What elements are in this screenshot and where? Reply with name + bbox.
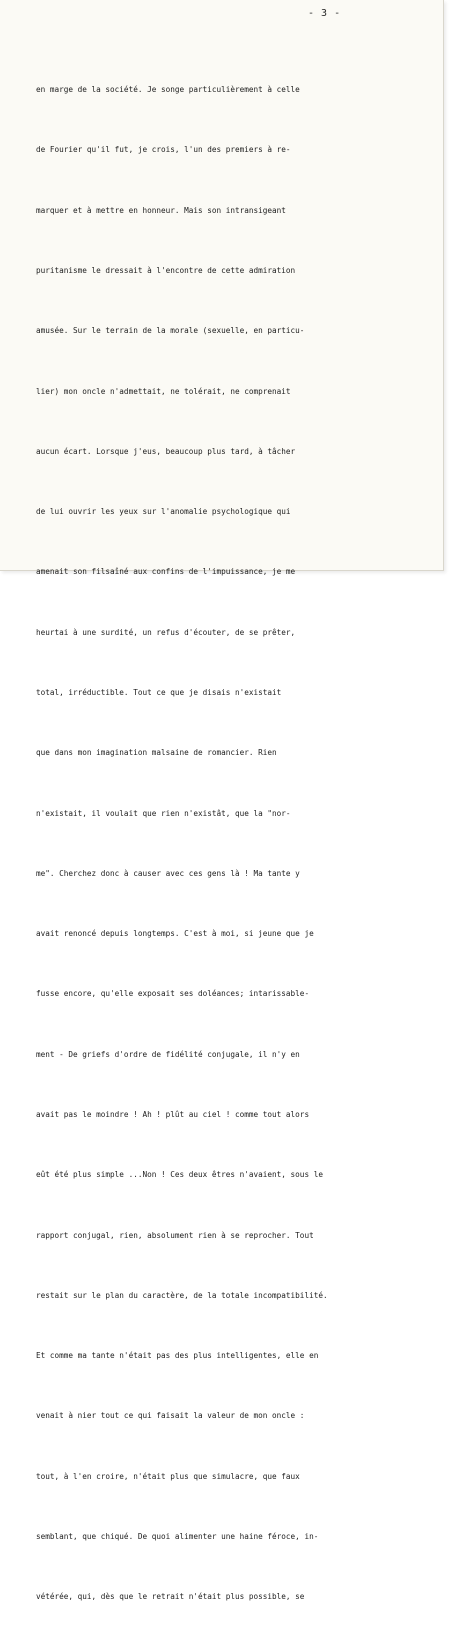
text-line: de lui ouvrir les yeux sur l'anomalie psychologique qui <box>36 507 291 517</box>
text-line: lier) mon oncle n'admettait, ne tolérait, ne comprenait <box>36 386 291 396</box>
text-line: avait pas le moindre ! Ah ! plût au ciel ! comme tout alors <box>36 1109 310 1119</box>
text-line: amenait son filsaîné aux confins de l'impuissance, je me <box>36 567 296 577</box>
text-line: avait renoncé depuis longtemps. C'est à moi, si jeune que je <box>36 929 314 939</box>
text-line: eût été plus simple ...Non ! Ces deux êtres n'avaient, sous le <box>36 1170 323 1180</box>
text-line: marquer et à mettre en honneur. Mais son intransigeant <box>36 205 286 215</box>
text-line: total, irréductible. Tout ce que je disais n'existait <box>36 688 282 697</box>
text-line: tout, à l'en croire, n'était plus que simulacre, que faux <box>36 1471 300 1481</box>
text-line: heurtai à une surdité, un refus d'écouter, de se prêter, <box>36 627 296 637</box>
text-line: me". Cherchez donc à causer avec ces gens là ! Ma tante y <box>36 868 300 878</box>
text-line: de Fourier qu'il fut, je crois, l'un des premiers à re- <box>36 145 291 155</box>
text-line: restait sur le plan du caractère, de la totale incompatibilité. <box>36 1290 328 1300</box>
text-line: fusse encore, qu'elle exposait ses doléances; intarissable- <box>36 989 310 999</box>
text-line: rapport conjugal, rien, absolument rien à se reprocher. Tout <box>36 1230 314 1240</box>
text-line: que dans mon imagination malsaine de romancier. Rien <box>36 748 277 758</box>
page-number: - 3 - <box>308 8 341 19</box>
body-text <box>36 40 431 1648</box>
text-line: n'existait, il voulait que rien n'existât, que la "nor- <box>36 808 291 818</box>
text-line: en marge de la société. Je songe particulièrement à celle <box>36 85 300 95</box>
text-line: venait à nier tout ce qui faisait la valeur de mon oncle : <box>36 1411 305 1421</box>
text-line: Et comme ma tante n'était pas des plus intelligentes, elle en <box>36 1351 319 1361</box>
text-line: aucun écart. Lorsque j'eus, beaucoup plus tard, à tâcher <box>36 446 296 456</box>
text-line: semblant, que chiqué. De quoi alimenter une haine féroce, in- <box>36 1531 319 1541</box>
text-line: amusée. Sur le terrain de la morale (sexuelle, en particu- <box>36 326 305 336</box>
text-line: vétérée, qui, dès que le retrait n'était plus possible, se <box>36 1592 305 1602</box>
text-line: puritanisme le dressait à l'encontre de cette admiration <box>36 266 296 276</box>
text-line: ment - De griefs d'ordre de fidélité conjugale, il n'y en <box>36 1049 300 1059</box>
